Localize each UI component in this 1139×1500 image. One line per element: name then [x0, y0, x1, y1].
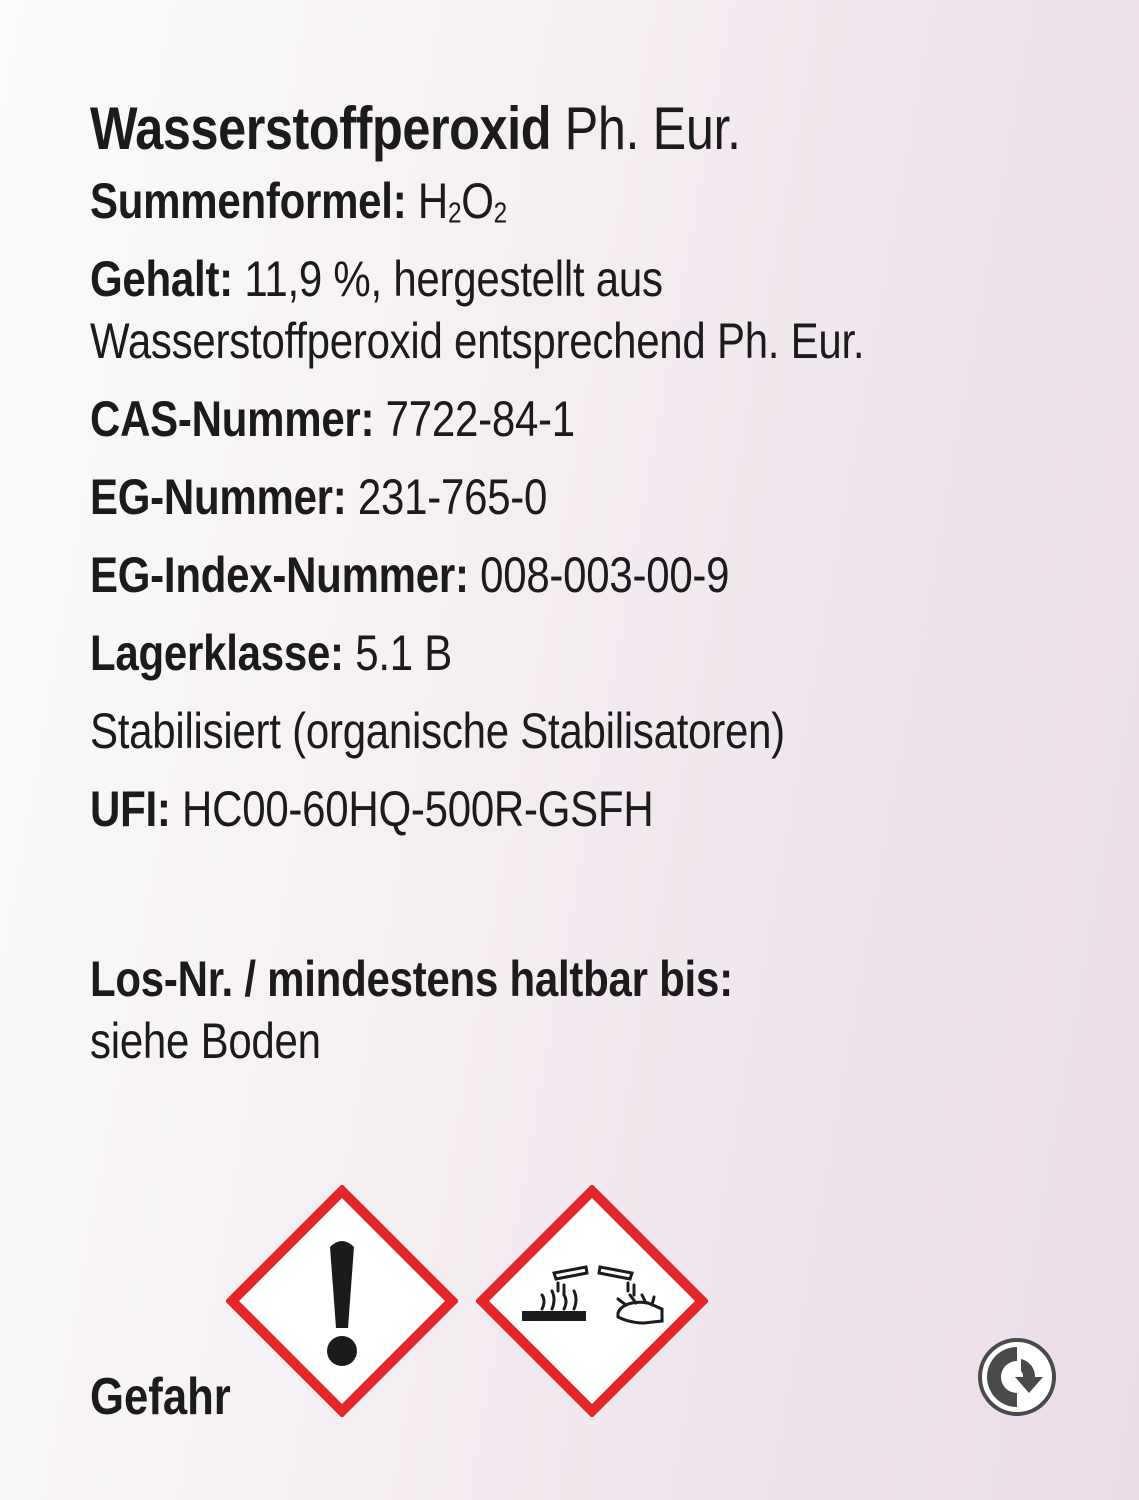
product-name: Wasserstoffperoxid: [90, 95, 552, 162]
content-value-line2: Wasserstoffperoxid entsprechend Ph. Eur.: [90, 313, 865, 369]
stabilization-note: Stabilisiert (organische Stabilisatoren): [90, 703, 785, 759]
storage-class-value: 5.1 B: [355, 625, 453, 681]
product-grade: Ph. Eur.: [564, 95, 741, 162]
formula-value: $H_2O_2$: [417, 173, 507, 230]
ec-label: EG-Nummer:: [90, 469, 347, 525]
lot-label: Los-Nr. / mindestens haltbar bis:: [90, 951, 733, 1007]
content-value-line1: 11,9 %, hergestellt aus: [244, 251, 663, 307]
ufi-row: [90, 778, 1090, 840]
lot-value: siehe Boden: [90, 1013, 321, 1069]
ec-value: 231-765-0: [357, 469, 548, 525]
cas-row: [90, 388, 1090, 450]
recycling-icon: [977, 1337, 1057, 1417]
cas-label: CAS-Nummer:: [90, 391, 375, 447]
ec-index-value: 008-003-00-9: [480, 547, 730, 603]
ec-index-row: [90, 544, 1090, 606]
corrosion-icon: [476, 1185, 708, 1417]
product-title: [90, 88, 1090, 170]
signal-word: Gefahr: [90, 1368, 231, 1426]
ec-row: [90, 466, 1090, 528]
formula-row: [90, 170, 1090, 232]
stabilization-row: [90, 700, 1090, 762]
lot-section: [90, 948, 855, 1072]
ufi-value: HC00-60HQ-500R-GSFH: [182, 781, 654, 837]
lot-value-row: [90, 1010, 855, 1072]
cas-value: 7722-84-1: [385, 391, 575, 447]
storage-class-row: [90, 622, 1090, 684]
lot-label-row: [90, 948, 855, 1010]
product-info: [90, 88, 1090, 840]
storage-class-label: Lagerklasse:: [90, 625, 344, 681]
ec-index-label: EG-Index-Nummer:: [90, 547, 469, 603]
content-row-continued: [90, 310, 1090, 372]
exclamation-mark-icon: [226, 1185, 458, 1417]
ufi-label: UFI:: [90, 781, 171, 837]
content-row: [90, 248, 1090, 310]
content-label: Gehalt:: [90, 251, 233, 307]
formula-label: Summenformel:: [90, 173, 407, 229]
